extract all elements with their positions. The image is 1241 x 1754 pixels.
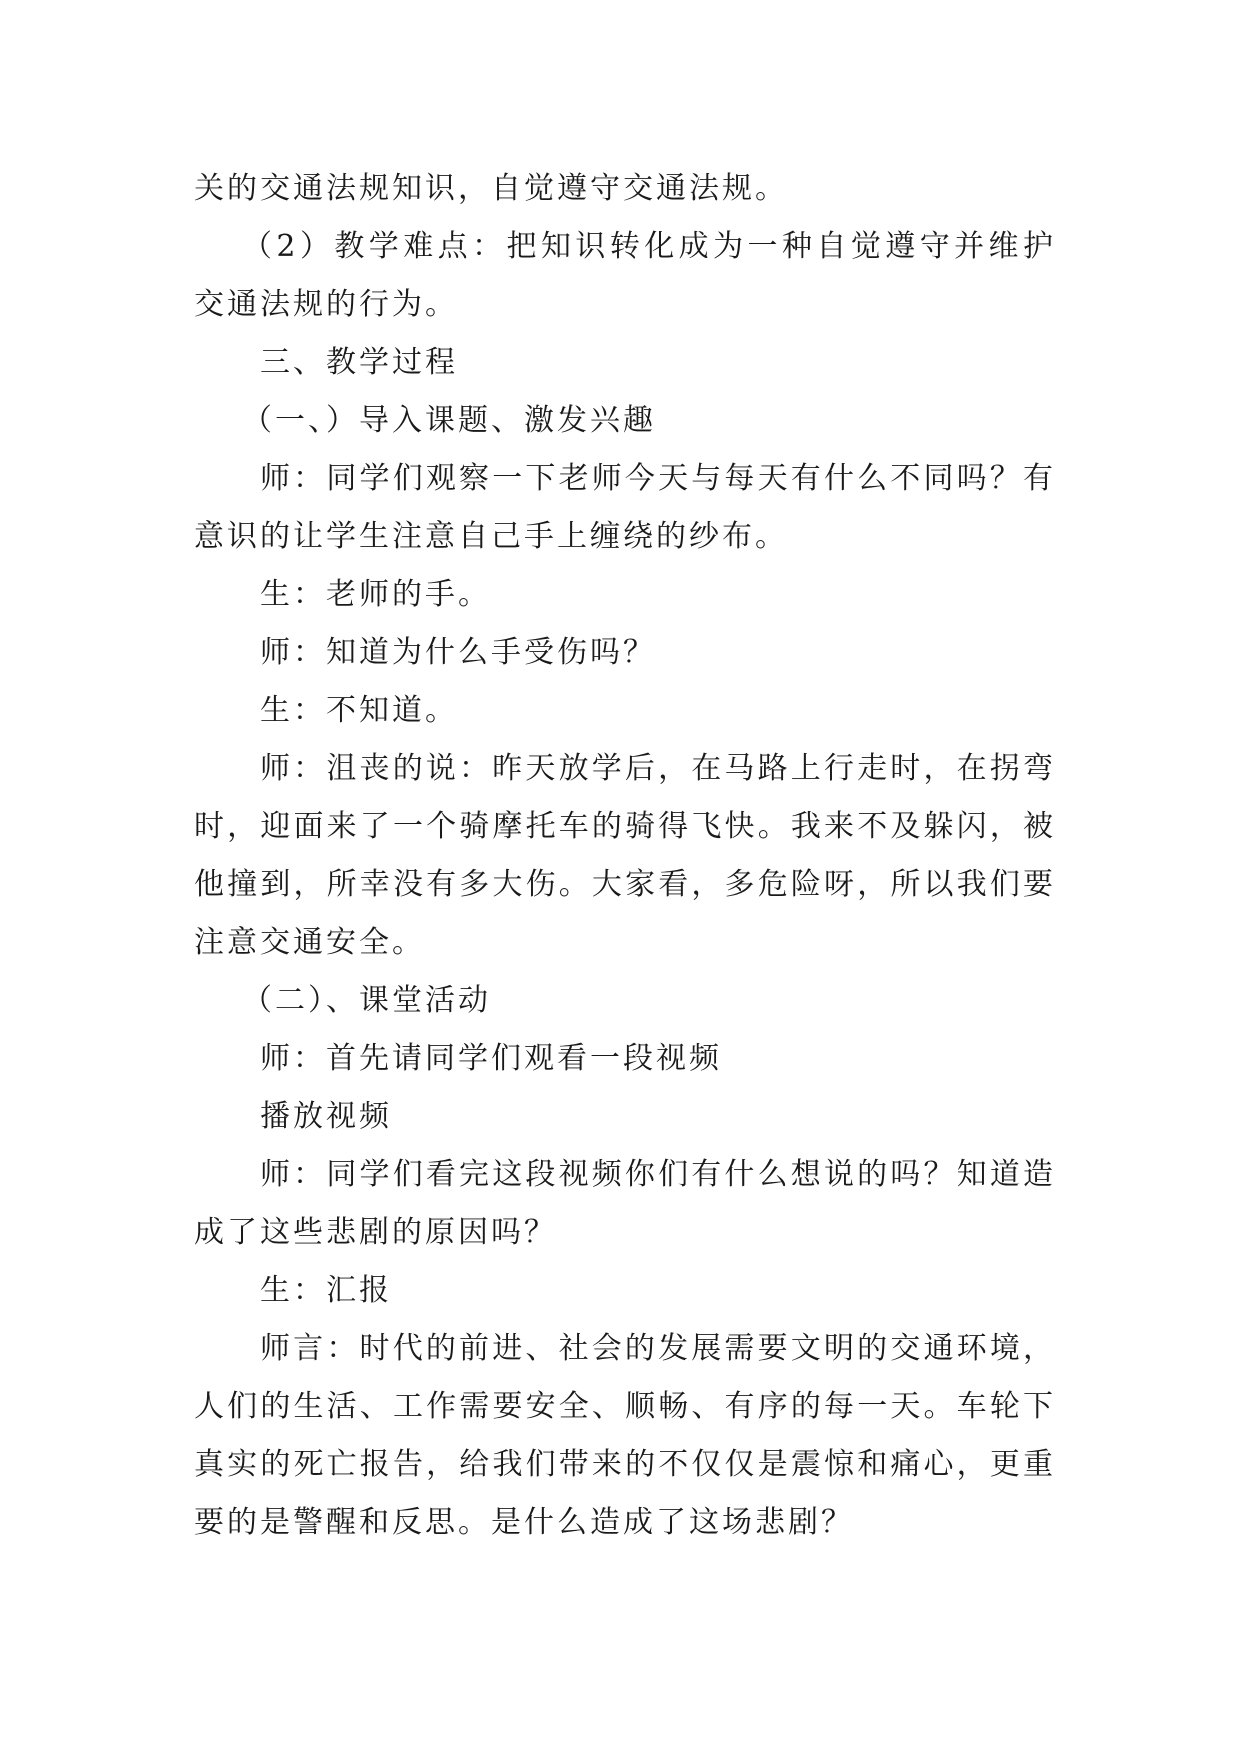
document-body [194, 160, 1056, 1552]
subheading-introduction: （一、）导入课题、激发兴趣 [242, 403, 656, 438]
paragraph-student-answer-2: 生：不知道。 [260, 693, 458, 728]
paragraph-teacher-video: 师：首先请同学们观看一段视频 [260, 1041, 722, 1076]
paragraph-teacher-question: 师：同学们观察一下老师今天与每天有什么不同吗？有意识的让学生注意自己手上缠绕的纱布。 [194, 461, 1056, 554]
paragraph-teacher-question-2: 师：知道为什么手受伤吗？ [260, 635, 656, 670]
subheading-class-activity: （二）、课堂活动 [242, 983, 491, 1018]
paragraph-play-video: 播放视频 [260, 1099, 392, 1134]
paragraph-teacher-speech: 师言：时代的前进、社会的发展需要文明的交通环境，人们的生活、工作需要安全、顺畅、有序的每一天。车轮下真实的死亡报告，给我们带来的不仅仅是震惊和痛心，更重要的是警醒和反思。是什么造成了这场悲剧？ [194, 1331, 1056, 1540]
section-heading-teaching-process: 三、教学过程 [260, 345, 458, 380]
paragraph-student-report: 生：汇报 [260, 1273, 392, 1308]
paragraph-student-answer: 生：老师的手。 [260, 577, 491, 612]
paragraph-teacher-story: 师：沮丧的说：昨天放学后，在马路上行走时，在拐弯时，迎面来了一个骑摩托车的骑得飞快。我来不及躲闪，被他撞到，所幸没有多大伤。大家看，多危险呀，所以我们要注意交通安全。 [194, 751, 1056, 960]
paragraph-teacher-question-3: 师：同学们看完这段视频你们有什么想说的吗？知道造成了这些悲剧的原因吗？ [194, 1157, 1056, 1250]
paragraph-teaching-difficulty: （2）教学难点：把知识转化成为一种自觉遵守并维护交通法规的行为。 [194, 229, 1056, 322]
paragraph-continued: 关的交通法规知识，自觉遵守交通法规。 [194, 171, 788, 206]
